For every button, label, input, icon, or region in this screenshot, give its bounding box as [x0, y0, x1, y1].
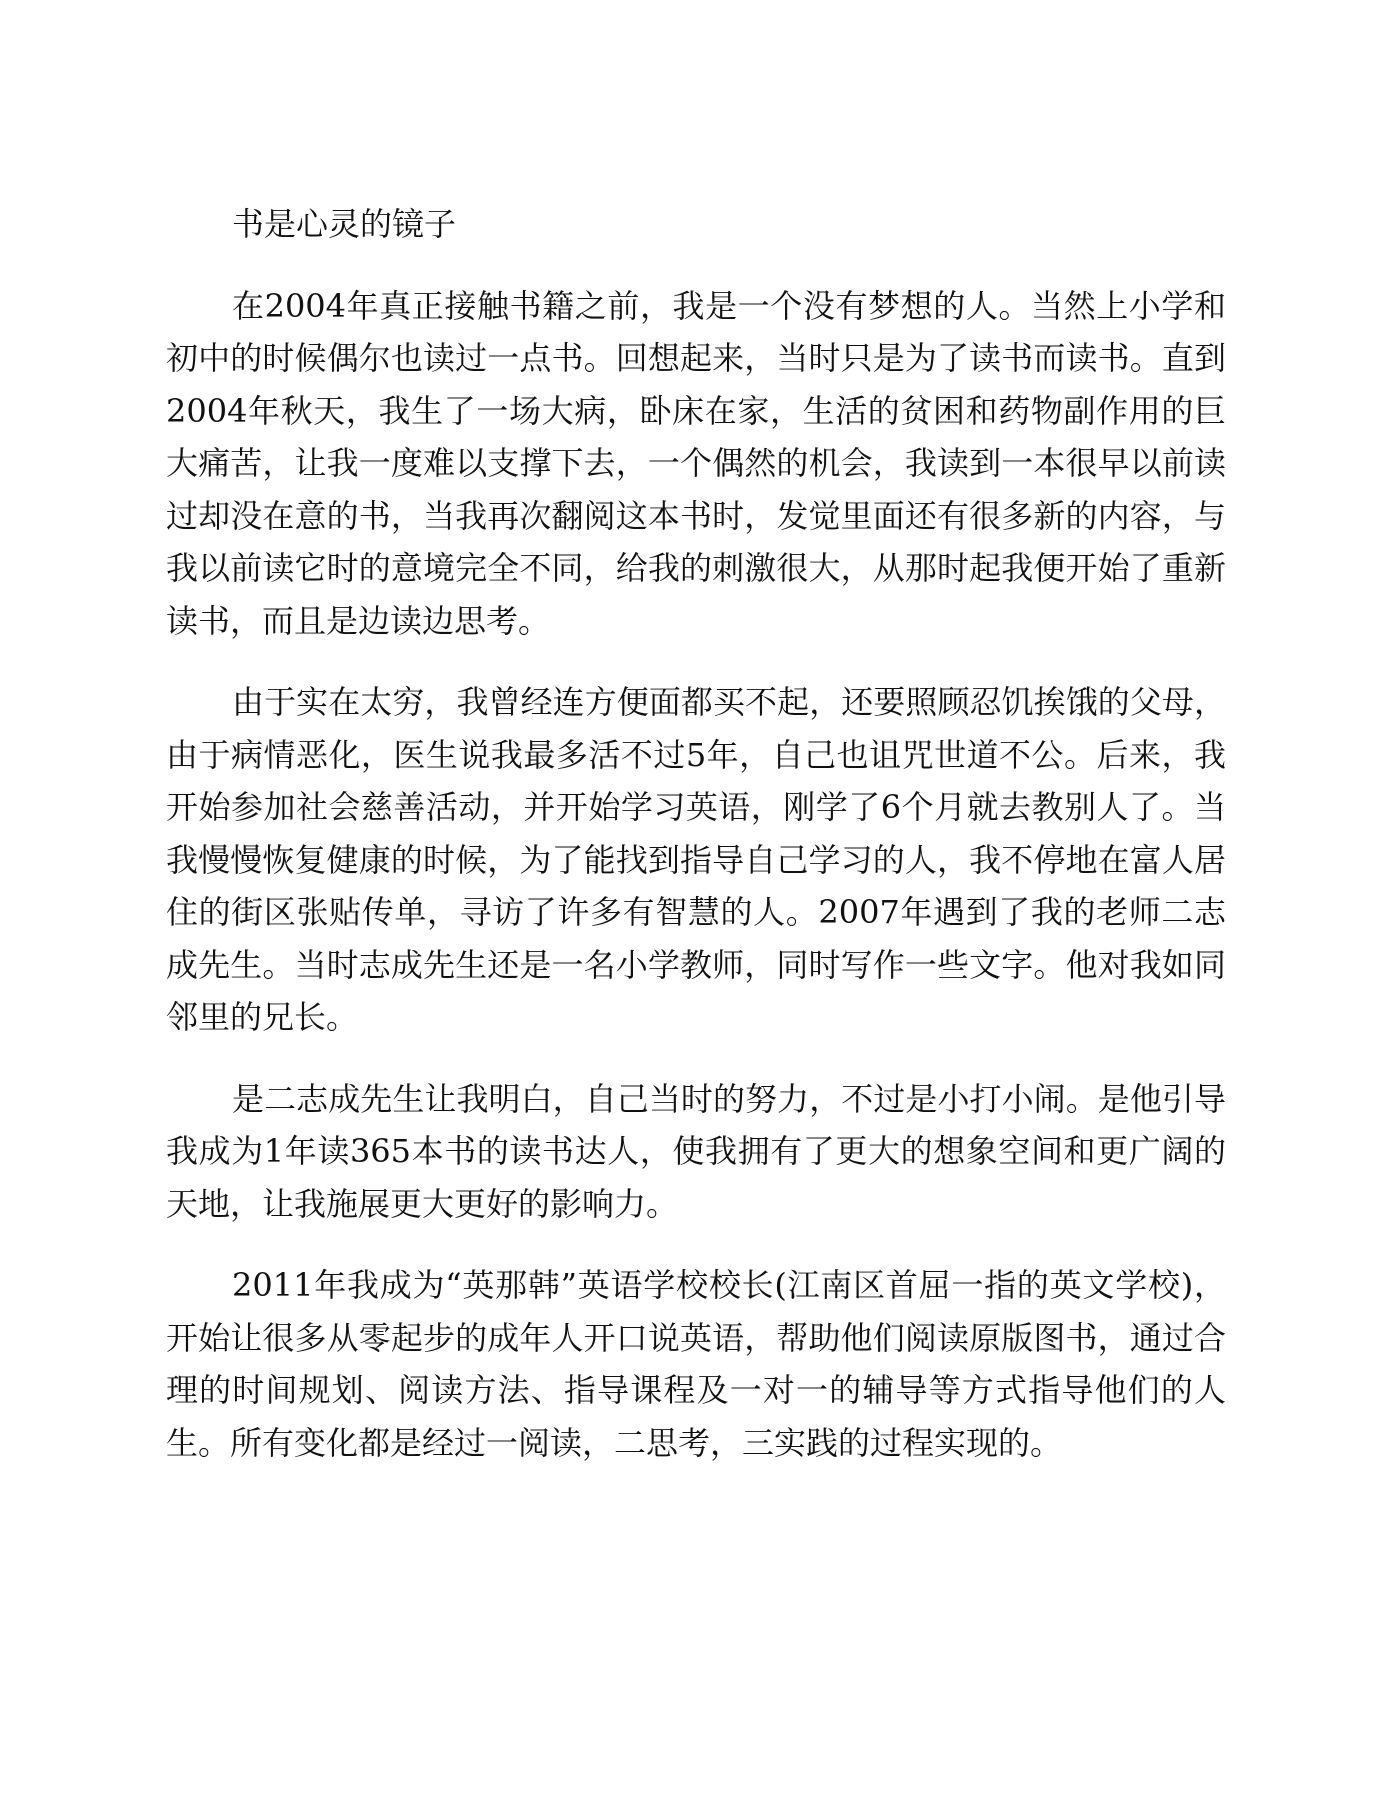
- paragraph-2: 由于实在太穷，我曾经连方便面都买不起，还要照顾忍饥挨饿的父母，由于病情恶化，医生说我最多活不过5年，自己也诅咒世道不公。后来，我开始参加社会慈善活动，并开始学习英语，刚学了6个月就去教别人了。当我慢慢恢复健康的时候，为了能找到指导自己学习的人，我不停地在富人居住的街区张贴传单，寻访了许多有智慧的人。2007年遇到了我的老师二志成先生。当时志成先生还是一名小学教师，同时写作一些文字。他对我如同邻里的兄长。: [166, 683, 1226, 1036]
- document-body: [166, 198, 1226, 1498]
- paragraph-1: 在2004年真正接触书籍之前，我是一个没有梦想的人。当然上小学和初中的时候偶尔也读过一点书。回想起来，当时只是为了读书而读书。直到2004年秋天，我生了一场大病，卧床在家，生活的贫困和药物副作用的巨大痛苦，让我一度难以支撑下去，一个偶然的机会，我读到一本很早以前读过却没在意的书，当我再次翻阅这本书时，发觉里面还有很多新的内容，与我以前读它时的意境完全不同，给我的刺激很大，从那时起我便开始了重新读书，而且是边读边思考。: [166, 286, 1226, 640]
- document-title: 书是心灵的镜子: [232, 205, 457, 243]
- paragraph-3: 是二志成先生让我明白，自己当时的努力，不过是小打小闹。是他引导我成为1年读365本书的读书达人，使我拥有了更大的想象空间和更广阔的天地，让我施展更大更好的影响力。: [166, 1079, 1226, 1223]
- paragraph-4: 2011年我成为“英那韩”英语学校校长(江南区首屈一指的英文学校)，开始让很多从零起步的成年人开口说英语，帮助他们阅读原版图书，通过合理的时间规划、阅读方法、指导课程及一对一的辅导等方式指导他们的人生。所有变化都是经过一阅读，二思考，三实践的过程实现的。: [166, 1266, 1226, 1462]
